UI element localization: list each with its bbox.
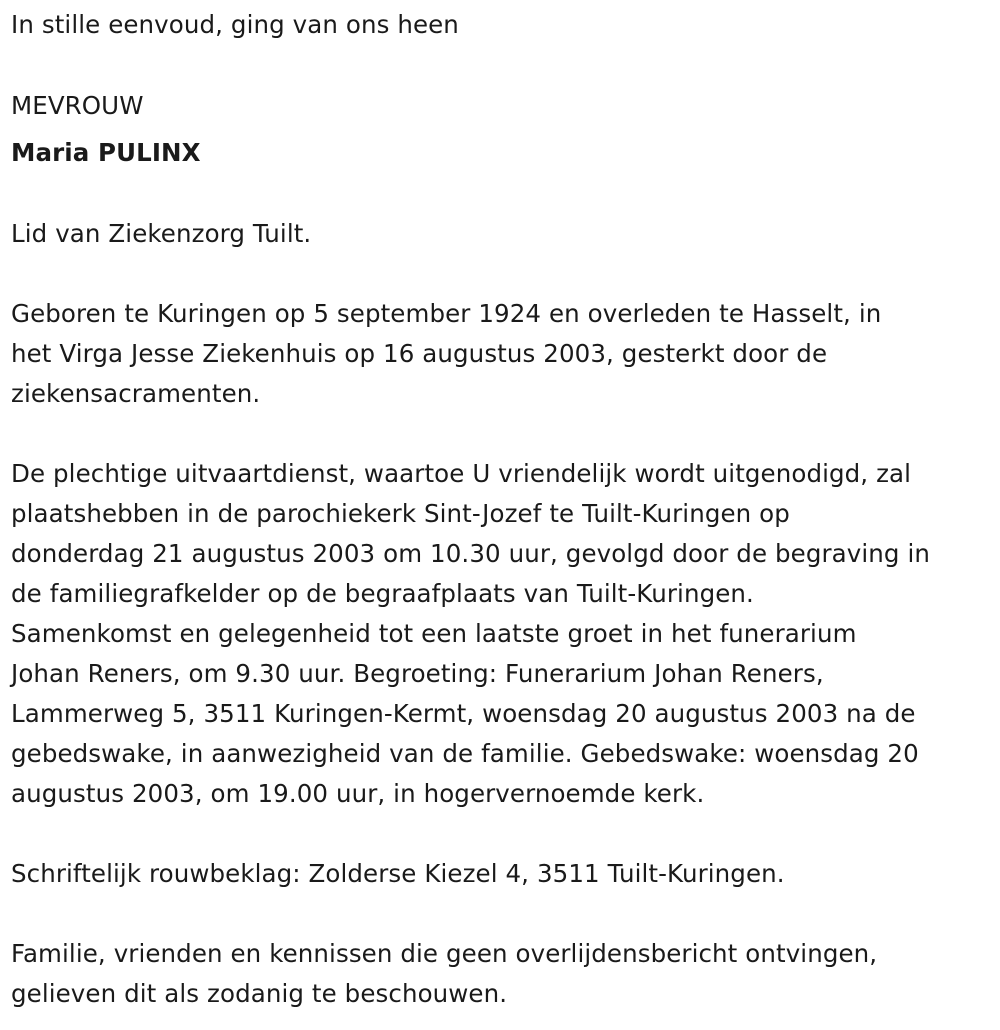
paragraph-line: plaatshebben in de parochiekerk Sint-Jozef te Tuilt-Kuringen op <box>11 499 790 528</box>
birth-death-paragraph <box>11 294 992 414</box>
paragraph-line: gelieven dit als zodanig te beschouwen. <box>11 979 508 1008</box>
paragraph-line: Samenkomst en gelegenheid tot een laatste groet in het funerarium <box>11 619 857 648</box>
paragraph-line: donderdag 21 augustus 2003 om 10.30 uur, gevolgd door de begraving in <box>11 539 930 568</box>
intro-line: In stille eenvoud, ging van ons heen <box>11 10 459 39</box>
paragraph-line: Familie, vrienden en kennissen die geen overlijdensbericht ontvingen, <box>11 939 878 968</box>
paragraph-line: augustus 2003, om 19.00 uur, in hogervernoemde kerk. <box>11 779 705 808</box>
paragraph-line: het Virga Jesse Ziekenhuis op 16 augustus 2003, gesterkt door de <box>11 339 828 368</box>
closing-paragraph <box>11 934 992 1014</box>
membership-line: Lid van Ziekenzorg Tuilt. <box>11 219 312 248</box>
paragraph-line: De plechtige uitvaartdienst, waartoe U vriendelijk wordt uitgenodigd, zal <box>11 459 912 488</box>
paragraph-line: Geboren te Kuringen op 5 september 1924 en overleden te Hasselt, in <box>11 299 882 328</box>
deceased-name: Maria PULINX <box>11 138 201 167</box>
paragraph-line: Johan Reners, om 9.30 uur. Begroeting: Funerarium Johan Reners, <box>11 659 824 688</box>
funeral-paragraph <box>11 454 992 814</box>
condolence-line: Schriftelijk rouwbeklag: Zolderse Kiezel 4, 3511 Tuilt-Kuringen. <box>11 859 785 888</box>
paragraph-line: gebedswake, in aanwezigheid van de familie. Gebedswake: woensdag 20 <box>11 739 919 768</box>
paragraph-line: de familiegrafkelder op de begraafplaats van Tuilt-Kuringen. <box>11 579 754 608</box>
paragraph-line: Lammerweg 5, 3511 Kuringen-Kermt, woensdag 20 augustus 2003 na de <box>11 699 916 728</box>
paragraph-line: ziekensacramenten. <box>11 379 261 408</box>
salutation: MEVROUW <box>11 91 144 120</box>
